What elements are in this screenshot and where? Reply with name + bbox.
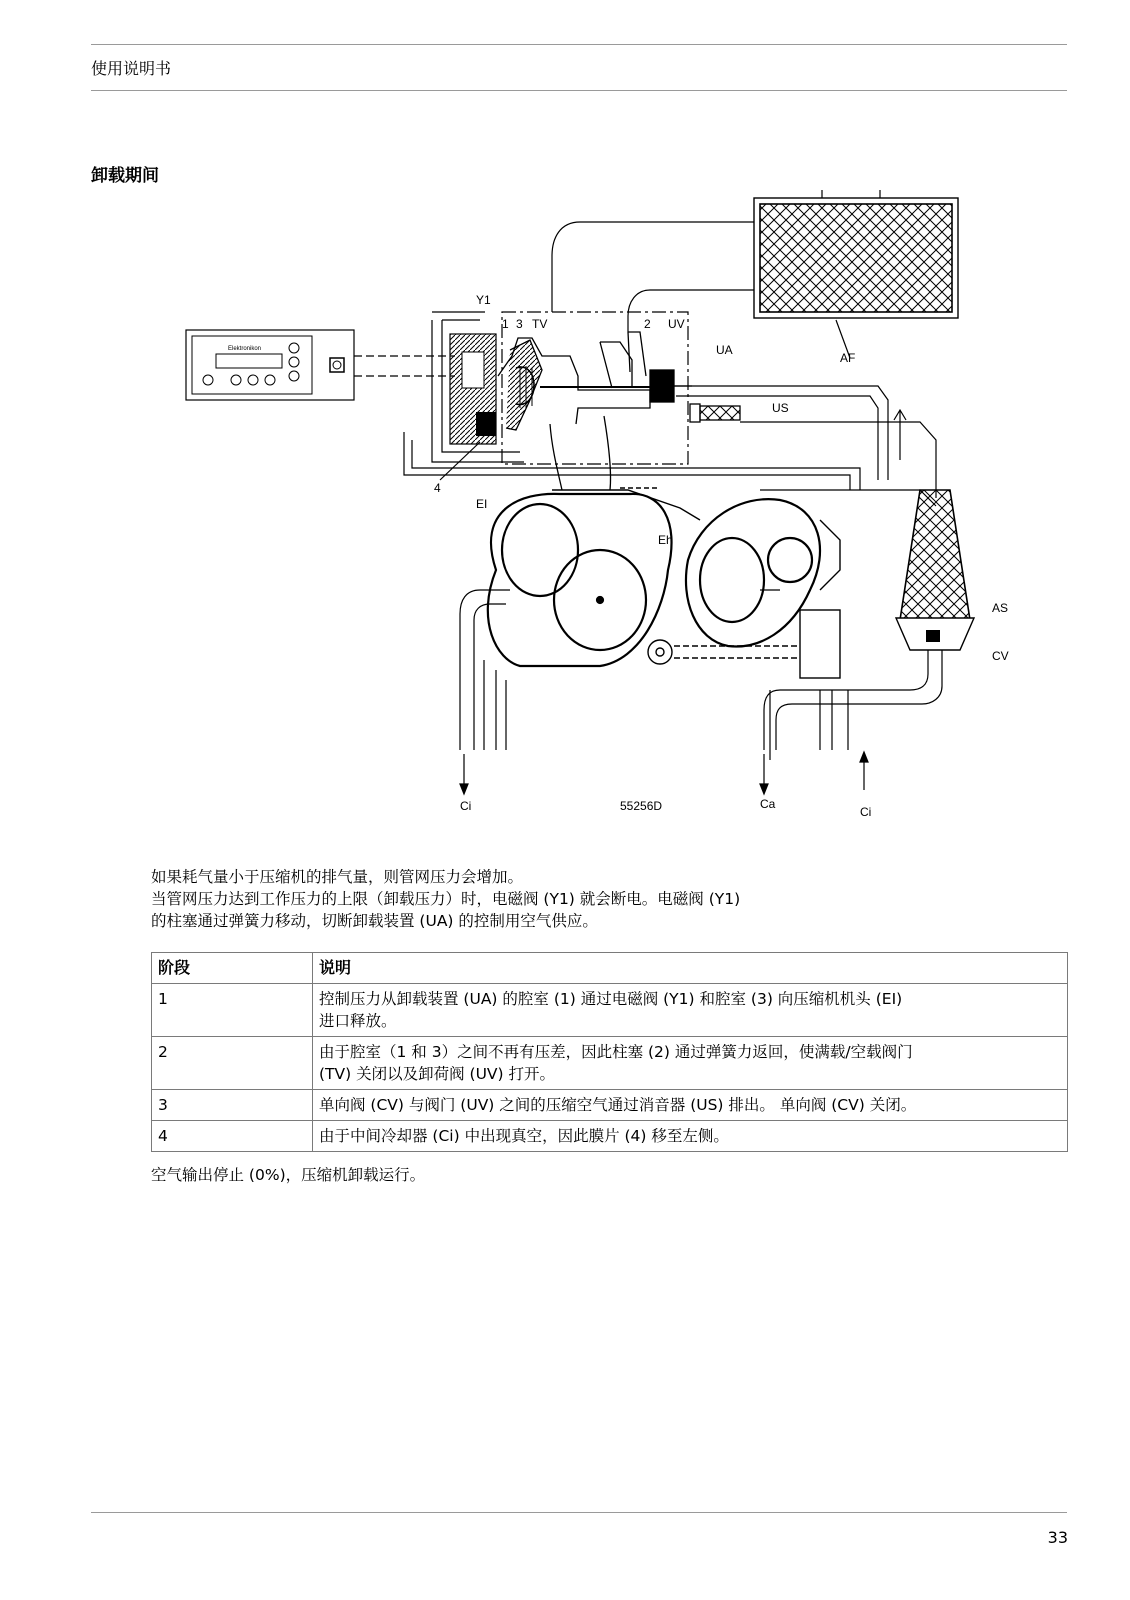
compressor-element-ei: [488, 494, 672, 666]
intro-line: 如果耗气量小于压缩机的排气量，则管网压力会增加。: [151, 868, 524, 886]
unloading-diagram: [180, 190, 1060, 830]
stage-cell: 3: [152, 1090, 313, 1121]
label-uv: UV: [668, 317, 685, 331]
description-line: 由于中间冷却器 (Ci) 中出现真空，因此膜片 (4) 移至左侧。: [319, 1127, 729, 1145]
document-header-title: 使用说明书: [91, 59, 172, 78]
description-cell: [313, 984, 1068, 1037]
label-af: AF: [840, 351, 856, 365]
intro-line: 当管网压力达到工作压力的上限（卸载压力）时，电磁阀 (Y1) 就会断电。电磁阀 (Y1): [151, 890, 741, 908]
label-us: US: [772, 401, 789, 415]
summary-note: 空气输出停止 (0%)，压缩机卸载运行。: [151, 1166, 426, 1184]
stage-cell: 2: [152, 1037, 313, 1090]
page-number: 33: [1047, 1528, 1068, 1547]
column-header-description: 说明: [313, 953, 1068, 984]
label-1: 1: [502, 317, 509, 331]
description-line: (TV) 关闭以及卸荷阀 (UV) 打开。: [319, 1065, 555, 1083]
separator-as: [896, 490, 974, 650]
unloader-valve-body: [498, 332, 740, 490]
label-tv: TV: [532, 317, 548, 331]
description-line: 单向阀 (CV) 与阀门 (UV) 之间的压缩空气通过消音器 (US) 排出。 单向阀 (CV) 关闭。: [319, 1096, 917, 1114]
footer-rule: [91, 1512, 1067, 1513]
stage-cell: 1: [152, 984, 313, 1037]
label-ci-left: Ci: [460, 799, 472, 813]
column-header-stage: 阶段: [152, 953, 313, 984]
section-title: 卸载期间: [91, 166, 159, 186]
label-cv: CV: [992, 649, 1009, 663]
label-ca: Ca: [760, 797, 776, 811]
label-ei: EI: [476, 497, 488, 511]
header-rule-top: [91, 44, 1067, 45]
intro-paragraph: [151, 866, 1051, 932]
stage-table: [151, 952, 1068, 1152]
label-ua: UA: [716, 343, 733, 357]
table-row: [152, 984, 1068, 1037]
table-row: [152, 1121, 1068, 1152]
description-line: 由于腔室（1 和 3）之间不再有压差，因此柱塞 (2) 通过弹簧力返回，使满载/空载阀门: [319, 1043, 913, 1061]
description-cell: [313, 1090, 1068, 1121]
stage-cell: 4: [152, 1121, 313, 1152]
label-3: 3: [516, 317, 523, 331]
air-filter-af: [754, 198, 958, 318]
table-header-row: [152, 953, 1068, 984]
label-y1: Y1: [476, 293, 491, 307]
header-rule-bottom: [91, 90, 1067, 91]
description-cell: [313, 1121, 1068, 1152]
label-2: 2: [644, 317, 651, 331]
table-row: [152, 1090, 1068, 1121]
label-4: 4: [434, 481, 441, 495]
label-eh: Eh: [658, 533, 673, 547]
solenoid-valve-y1: [450, 334, 496, 444]
elektronikon-panel: [186, 330, 354, 400]
label-as: AS: [992, 601, 1009, 615]
description-line: 进口释放。: [319, 1012, 397, 1030]
description-cell: [313, 1037, 1068, 1090]
svg-text:Elektronikon: Elektronikon: [228, 346, 262, 352]
figure-code: 55256D: [620, 799, 663, 813]
label-ci-right: Ci: [860, 805, 872, 819]
description-line: 控制压力从卸载装置 (UA) 的腔室 (1) 通过电磁阀 (Y1) 和腔室 (3) 向压缩机机头 (EI): [319, 990, 903, 1008]
intro-line: 的柱塞通过弹簧力移动，切断卸载装置 (UA) 的控制用空气供应。: [151, 912, 598, 930]
table-row: [152, 1037, 1068, 1090]
